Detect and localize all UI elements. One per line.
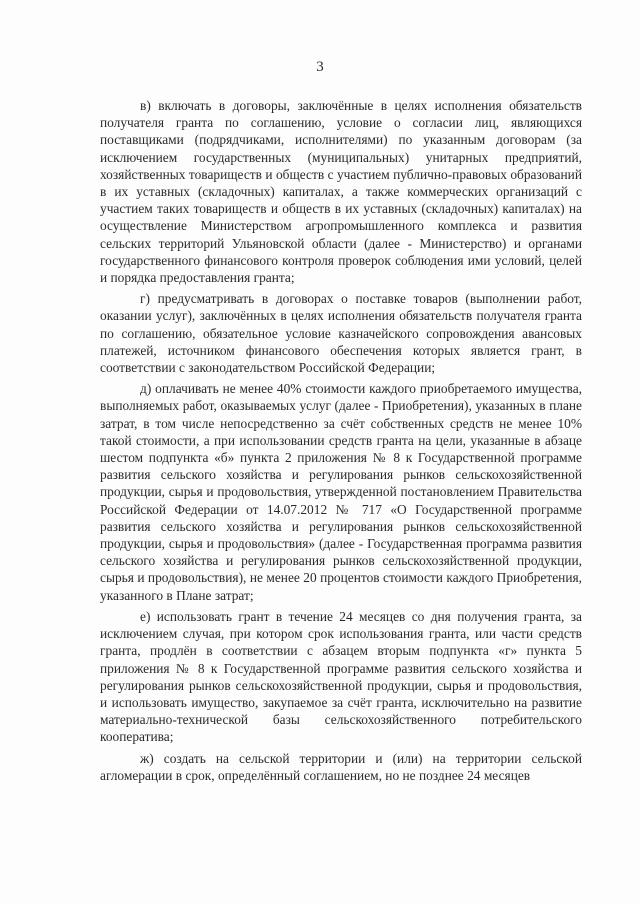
paragraph-e: е) использовать грант в течение 24 месяцев со дня получения гранта, за исключением случая, при котором срок использования гранта, или части средств гранта, продлён в соответствии с абзацем вторым подпункта «г» пункта 5 приложения № 8 к Государственной программе развития сельского хозяйства и регулирования рынков сельскохозяйственной продукции, сырья и продовольствия, и использовать имущество, закупаемое за счёт гранта, исключительно на развитие материально-технической базы сельскохозяйственного потребительского кооператива;	[100, 608, 582, 745]
paragraph-zh: ж) создать на сельской территории и (или) на территории сельской агломерации в срок, определённый соглашением, но не позднее 24 месяцев	[100, 750, 582, 783]
paragraph-g: г) предусматривать в договорах о поставке товаров (выполнении работ, оказании услуг), заключённых в целях исполнения обязательств получателя гранта по соглашению, обязательное условие казначейского сопровождения авансовых платежей, источником финансового обеспечения которых является грант, в соответствии с законодательством Российской Федерации;	[100, 291, 582, 376]
paragraph-d: д) оплачивать не менее 40% стоимости каждого приобретаемого имущества, выполняемых работ, оказываемых услуг (далее - Приобретения), указанных в плане затрат, в том числе непосредственно за счёт собственных средств не менее 10% такой стоимости, а при использовании средств гранта на цели, указанные в абзаце шестом подпункта «б» пункта 2 приложения № 8 к Государственной программе развития сельского хозяйства и регулирования рынков сельскохозяйственной продукции, сырья и продовольствия, утвержденной постановлением Правительства Российской Федерации от 14.07.2012 № 717 «О Государственной программе развития сельского хозяйства и регулирования рынков сельскохозяйственной продукции, сырья и продовольствия» (далее - Государственная программа развития сельского хозяйства и регулирования рынков сельскохозяйственной продукции, сырья и продовольствия), не менее 20 процентов стоимости каждого Приобретения, указанного в Плане затрат;	[100, 381, 582, 603]
page-number: 3	[316, 59, 324, 75]
document-body	[100, 97, 582, 784]
paragraph-v: в) включать в договоры, заключённые в целях исполнения обязательств получателя гранта по соглашению, условие о согласии лиц, являющихся поставщиками (подрядчиками, исполнителями) по указанным договорам (за исключением государственных (муниципальных) унитарных предприятий, хозяйственных товариществ и обществ с участием публично-правовых образований в их уставных (складочных) капиталах, а также коммерческих организаций с участием таких товариществ и обществ в их уставных (складочных) капиталах) на осуществление Министерством агропромышленного комплекса и развития сельских территорий Ульяновской области (далее - Министерство) и органами государственного финансового контроля проверок соблюдения ими условий, целей и порядка предоставления гранта;	[100, 98, 582, 286]
